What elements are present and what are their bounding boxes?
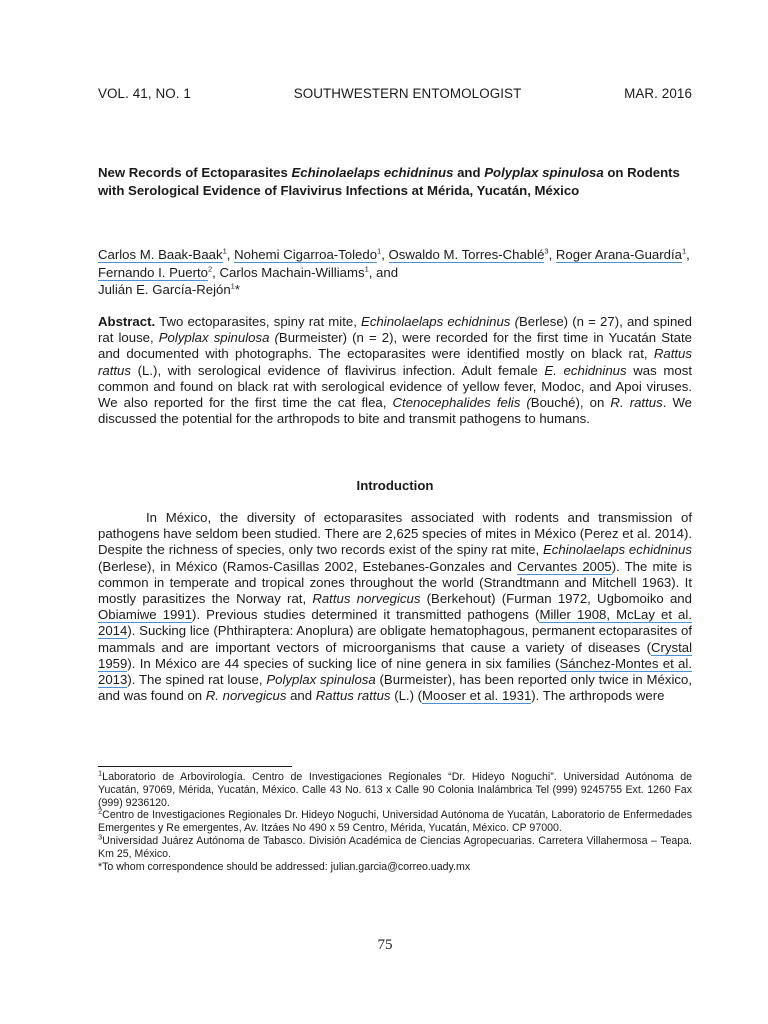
author-name: Carlos Machain-Williams <box>219 264 365 280</box>
citation-link[interactable]: Sánchez-Montes et al. 2013 <box>98 655 692 688</box>
footnote-marker: 3 <box>98 832 103 842</box>
introduction-paragraph <box>98 510 692 704</box>
affiliation-marker: 2 <box>207 264 213 274</box>
species-name: E. echidninus <box>544 362 627 378</box>
body-text: ). The mite is common in temperate and tropical zones throughout the world (Strandtmann and Mitchell 1963). It mostly parasitizes the Norway rat, <box>98 558 692 607</box>
body-text: ). Sucking lice (Phthiraptera: Anoplura) are obligate hematophagous, permanent ectoparasites of mammals and are important vectors of microorganisms that cause a variety of diseases ( <box>98 623 692 655</box>
body-text: ). Previous studies determined it transmitted pathogens ( <box>192 607 540 623</box>
affiliation-marker: 1 <box>230 281 235 291</box>
volume-issue: VOL. 41, NO. 1 <box>98 86 191 101</box>
corresponding-marker: * <box>234 282 240 297</box>
body-text: ). The arthropods were <box>531 688 665 704</box>
article-title <box>98 164 692 199</box>
species-name: R. rattus <box>610 395 663 411</box>
footnotes <box>98 768 692 873</box>
running-head <box>98 86 692 101</box>
species-name: Ctenocephalides felis ( <box>392 395 531 411</box>
affiliation-marker: 1 <box>377 246 382 256</box>
citation-link[interactable]: Cervantes 2005 <box>517 558 612 574</box>
abstract-text: Burmeister) (n = 2), were recorded for the first time in Yucatán State and documented with photographs. The ectoparasites were identified mostly on black rat, <box>98 330 692 362</box>
section-heading-introduction: Introduction <box>356 478 434 493</box>
species-name: Echinolaelaps echidninus <box>542 542 692 558</box>
title-text: on Rodents with Serological Evidence of Flavivirus Infections at Mérida, Yucatán, México <box>98 165 680 198</box>
author-link[interactable]: Fernando I. Puerto <box>98 264 208 280</box>
abstract-text: was most common and found on black rat with serological evidence of yellow fever, Modoc, and Apoi viruses. We also reported for the first time the cat flea, <box>98 362 692 411</box>
body-text: (L.) ( <box>390 688 423 704</box>
page-number: 75 <box>377 937 393 953</box>
title-text: and <box>453 165 485 180</box>
abstract-text: . We discussed the potential for the arthropods to bite and transmit pathogens to humans. <box>98 395 692 427</box>
species-name: Rattus rattus <box>315 688 391 704</box>
affiliation-marker: 3 <box>544 246 549 256</box>
author-separator: , and <box>368 264 399 280</box>
footnote <box>98 832 692 861</box>
author-separator: , <box>548 247 556 262</box>
author-name: Julián E. García-Rejón <box>98 282 231 297</box>
affiliation-marker: 1 <box>364 264 369 274</box>
footnote-divider <box>98 766 292 767</box>
species-name: Rattus norvegicus <box>312 591 421 607</box>
author-separator: , <box>226 247 235 262</box>
body-text: (Berkehout) (Furman 1972, Ugbomoiko and <box>420 591 692 607</box>
species-name: Echinolaelaps echidninus ( <box>361 314 519 329</box>
body-text: and <box>286 688 316 704</box>
journal-name: SOUTHWESTERN ENTOMOLOGIST <box>293 86 522 101</box>
author-separator: , <box>212 264 220 280</box>
title-species: Echinolaelaps echidninus <box>291 165 454 180</box>
affiliation-marker: 1 <box>682 246 687 256</box>
abstract-text: Bouché), on <box>530 395 611 411</box>
footnote <box>98 861 692 874</box>
author-list <box>98 246 692 299</box>
citation-link[interactable]: Mooser et al. 1931 <box>422 688 532 704</box>
body-text: ). In México are 44 species of sucking lice of nine genera in six families ( <box>127 655 560 671</box>
author-link[interactable]: Roger Arana-Guardía <box>555 247 682 262</box>
title-species: Polyplax spinulosa <box>484 165 604 180</box>
author-link[interactable]: Oswaldo M. Torres-Chablé <box>388 247 545 262</box>
abstract-text: (L.), with serological evidence of flavivirus infection. Adult female <box>130 362 545 378</box>
affiliation-marker: 1 <box>222 246 227 256</box>
title-text: New Records of Ectoparasites <box>98 165 292 180</box>
abstract-label: Abstract. <box>98 314 156 329</box>
body-text: (Burmeister), has been reported only twice in México, and was found on <box>98 672 692 704</box>
author-separator: , <box>686 247 690 262</box>
author-link[interactable]: Carlos M. Baak-Baak <box>98 247 223 262</box>
body-text: ). The spined rat louse, <box>127 672 267 688</box>
species-name: Rattus rattus <box>98 346 692 378</box>
abstract-text: Berlese) (n = 27), and spined rat louse, <box>98 314 692 346</box>
author-separator: , <box>381 247 389 262</box>
issue-date: MAR. 2016 <box>624 86 692 101</box>
citation-link[interactable]: Obiamiwe 1991 <box>98 607 193 623</box>
footnote-text: Universidad Juárez Autónoma de Tabasco. División Académica de Ciencias Agropecuarias. Carretera Villahermosa – Teapa. Km 25, México. <box>98 834 692 860</box>
author-link[interactable]: Nohemi Cigarroa-Toledo <box>234 247 378 262</box>
footnote <box>98 806 692 835</box>
species-name: R. norvegicus <box>205 688 287 704</box>
abstract <box>98 314 692 427</box>
body-text: (Berlese), in México (Ramos-Casillas 2002, Estebanes-Gonzales and <box>98 558 518 574</box>
correspondence-note: *To whom correspondence should be addressed: julian.garcia@correo.uady.mx <box>98 860 471 873</box>
footnote-text: Centro de Investigaciones Regionales Dr. Hideyo Noguchi, Universidad Autónoma de Yucatán, Laboratorio de Enfermedades Emergentes y Re emergentes, Av. Itzáes No 490 x 59 Centro, Mérida, Yucatán, México. CP 97000. <box>98 809 692 835</box>
footnote <box>98 768 692 809</box>
footnote-marker: 1 <box>98 768 103 778</box>
citation-link[interactable]: Miller 1908, McLay et al. 2014 <box>98 607 692 639</box>
citation-link[interactable]: Crystal 1959 <box>98 639 692 671</box>
footnote-text: Laboratorio de Arbovirología. Centro de Investigaciones Regionales “Dr. Hideyo Noguchi”. Universidad Autónoma de Yucatán, 97069, Mérida, Yucatán, México. Calle 43 No. 613 x Calle 90 Colonia Inalámbrica Tel (999) 9245755 Ext. 1260 Fax (999) 9236120. <box>98 771 692 809</box>
abstract-text: Two ectoparasites, spiny rat mite, <box>155 314 362 329</box>
species-name: Polyplax spinulosa <box>266 672 376 688</box>
body-text: In México, the diversity of ectoparasites associated with rodents and transmission of pathogens have seldom been studied. There are 2,625 species of mites in México (Perez et al. 2014). Despite the richness of species, only two records exist of the spiny rat mite, <box>98 510 692 558</box>
footnote-marker: 2 <box>98 806 103 816</box>
species-name: Polyplax spinulosa ( <box>158 330 279 346</box>
